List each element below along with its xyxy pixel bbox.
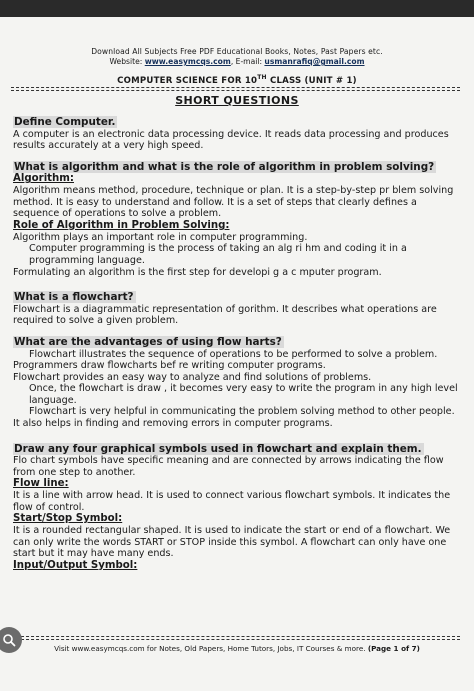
website-label: Website: <box>109 57 145 66</box>
advantage-3: Flowchart provides an easy way to analyze and find solutions of problems. <box>13 371 372 383</box>
footer-text: Visit www.easymcqs.com for Notes, Old Papers, Home Tutors, Jobs, IT Courses & more. <box>54 644 368 653</box>
document-body <box>13 116 463 572</box>
page-number: (Page 1 of 7) <box>367 644 420 653</box>
title-main: COMPUTER SCIENCE FOR 10 <box>117 75 258 86</box>
answer-role-1: Algorithm plays an important role in computer programming. <box>13 231 308 243</box>
answer-flowchart: Flowchart is a diagrammatic representation of gorithm. It describes what operations are required to solve a given problem. <box>13 303 437 327</box>
section-title <box>0 94 474 107</box>
answer-role-3: Formulating an algorithm is the first step for developi g a c mputer program. <box>13 266 382 278</box>
question-algorithm: What is algorithm and what is the role of algorithm in problem solving? <box>14 160 435 173</box>
advantage-4: Once, the flowchart is draw , it becomes very easy to write the program in any high level language. <box>29 383 458 406</box>
subheading-flow-line: Flow line: <box>13 478 69 490</box>
divider-bottom-2 <box>11 639 460 640</box>
subheading-algorithm: Algorithm: <box>13 173 74 185</box>
title-superscript: TH <box>257 74 267 81</box>
answer-flow-line: It is a line with arrow head. It is used to connect various flowchart symbols. It indicates the flow of control. <box>13 490 451 513</box>
divider-top <box>11 87 460 88</box>
advantage-5: Flowchart is very helpful in communicating the problem solving method to other people. <box>29 406 455 418</box>
answer-start-stop: It is a rounded rectangular shaped. It is used to indicate the start or end of a flowchart. We can only write the words START or STOP inside this symbol. A flowchart can only have one start but it may have many ends. <box>13 525 451 560</box>
question-symbols: Draw any four graphical symbols used in flowchart and explain them. <box>14 442 422 455</box>
header-download-line: Download All Subjects Free PDF Educational Books, Notes, Past Papers etc. <box>91 47 383 56</box>
email-link[interactable]: usmanrafiq@gmail.com <box>264 57 365 66</box>
footer <box>0 644 474 653</box>
question-define-computer: Define Computer. <box>14 116 116 128</box>
answer-define-computer: A computer is an electronic data processing device. It reads data processing and produces results accurately at a very high speed. <box>13 128 449 152</box>
subheading-role-of-algorithm: Role of Algorithm in Problem Solving: <box>13 219 230 231</box>
question-advantages: What are the advantages of using flow harts? <box>14 335 282 348</box>
question-flowchart: What is a flowchart? <box>14 291 134 304</box>
section-title-text: SHORT QUESTIONS <box>175 94 299 107</box>
advantage-6: It also helps in finding and removing errors in computer programs. <box>13 418 333 430</box>
advantage-2: Programmers draw flowcharts bef re writing computer programs. <box>13 360 326 372</box>
advantage-1: Flowchart illustrates the sequence of operations to be performed to solve a problem. <box>29 348 438 360</box>
top-bar <box>0 0 474 17</box>
divider-top-2 <box>11 90 460 91</box>
email-label: , E-mail: <box>230 57 265 66</box>
header-contact-line <box>0 57 474 66</box>
answer-symbols: Flo chart symbols have specific meaning and are connected by arrows indicating the flow from one step to another. <box>13 455 444 478</box>
document-title <box>0 74 474 86</box>
website-link[interactable]: www.easymcqs.com <box>144 57 231 66</box>
answer-role-2: Computer programming is the process of taking an alg ri hm and coding it in a programming language. <box>29 243 407 266</box>
divider-bottom <box>11 636 460 637</box>
subheading-start-stop: Start/Stop Symbol: <box>13 513 123 525</box>
search-icon <box>2 633 16 647</box>
subheading-input-output: Input/Output Symbol: <box>13 560 138 571</box>
title-class: CLASS (UNIT # 1) <box>266 75 357 86</box>
answer-algorithm: Algorithm means method, procedure, technique or plan. It is a step-by-step pr blem solving method. It is easy to understand and follow. It is a set of steps that clearly defines a sequence of operations to solve a problem. <box>13 185 454 220</box>
